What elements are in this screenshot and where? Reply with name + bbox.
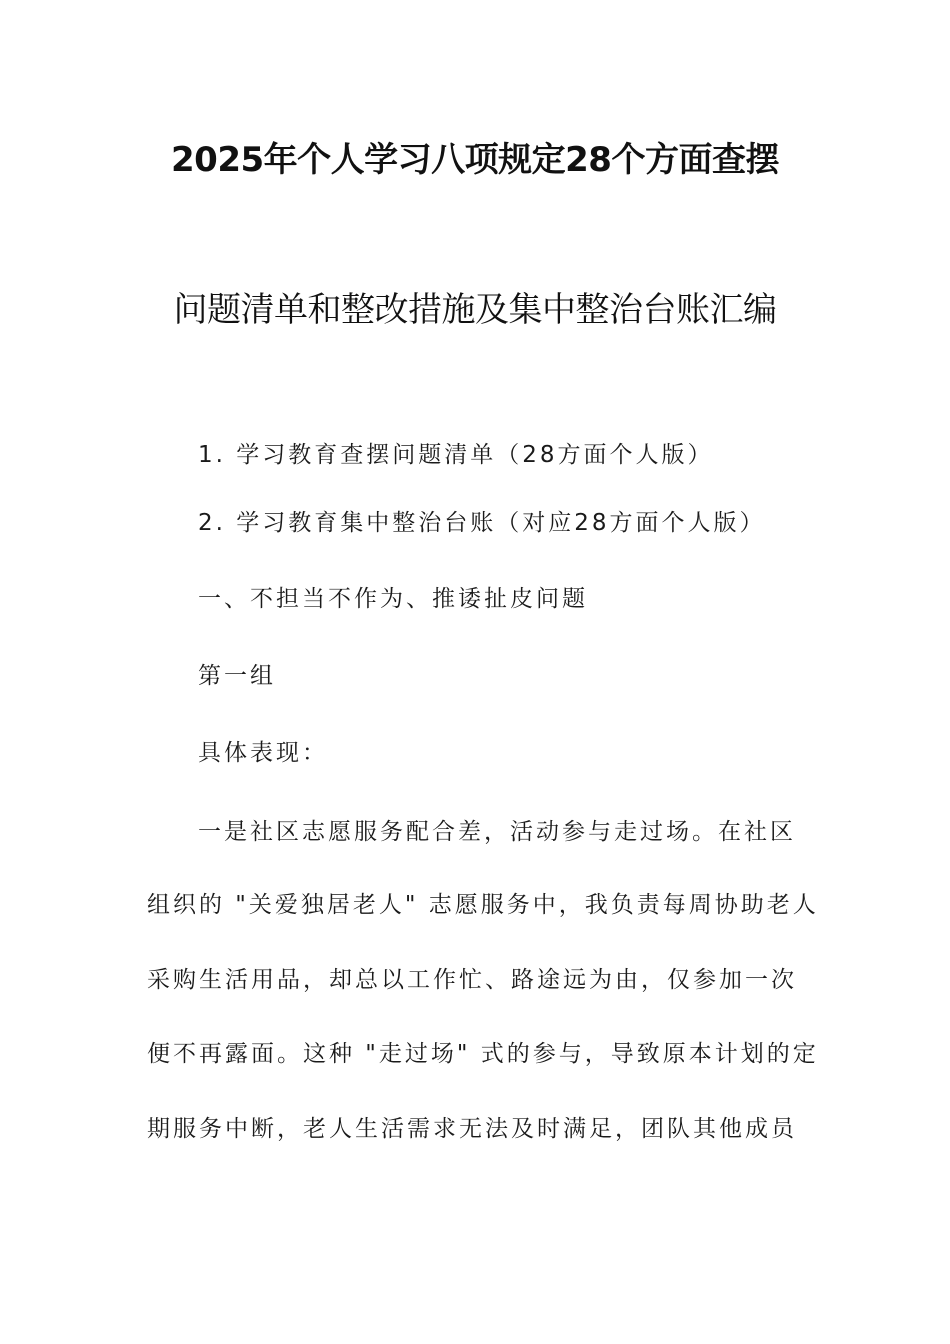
body-line: 组织的 "关爱独居老人" 志愿服务中，我负责每周协助老人	[147, 892, 819, 918]
body-line: 一是社区志愿服务配合差，活动参与走过场。在社区	[198, 819, 796, 845]
subheading: 具体表现：	[198, 740, 328, 766]
list-item-1: 1. 学习教育查摆问题清单（28方面个人版）	[198, 442, 714, 468]
body-line: 采购生活用品，却总以工作忙、路途远为由，仅参加一次	[147, 967, 797, 993]
section-heading: 一、不担当不作为、推诿扯皮问题	[198, 586, 588, 612]
body-line: 便不再露面。这种 "走过场" 式的参与，导致原本计划的定	[147, 1041, 819, 1067]
document-title-line-2: 问题清单和整改措施及集中整治台账汇编	[173, 290, 777, 330]
document-title-line-1: 2025年个人学习八项规定28个方面查摆	[171, 140, 779, 180]
list-item-2: 2. 学习教育集中整治台账（对应28方面个人版）	[198, 510, 766, 536]
body-line: 期服务中断，老人生活需求无法及时满足，团队其他成员	[147, 1116, 797, 1142]
group-label: 第一组	[198, 663, 276, 689]
